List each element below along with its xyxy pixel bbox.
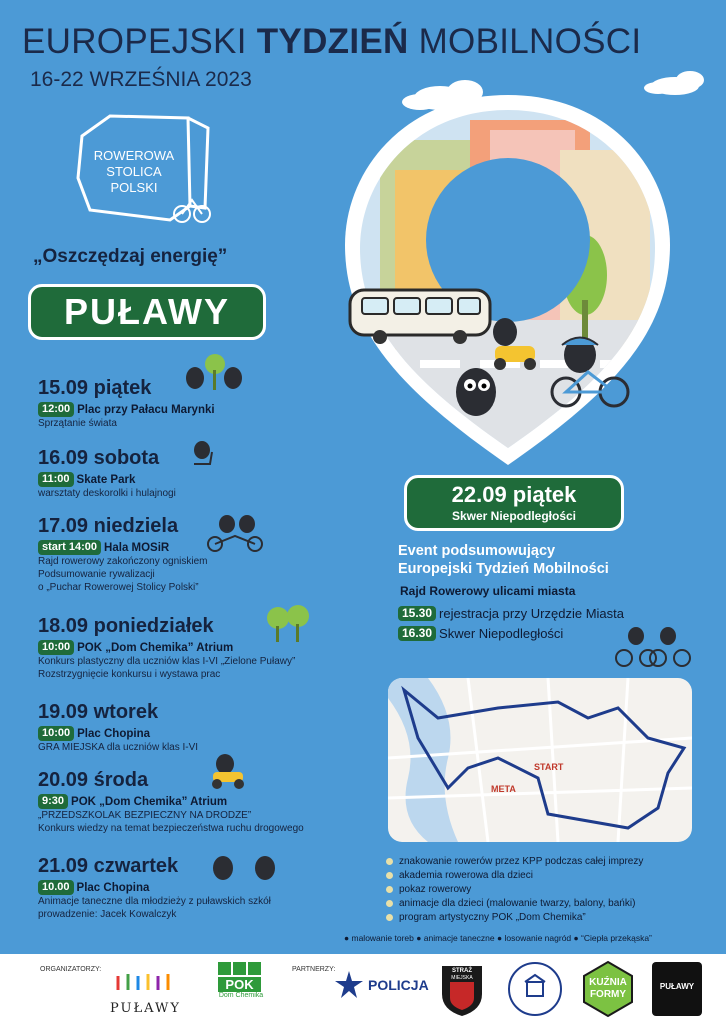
kuznia-formy-logo: KUŹNIA FORMY	[580, 960, 636, 1018]
day-time-place	[38, 472, 378, 487]
pok-logo: POK Dom Chemika	[218, 962, 264, 1018]
time-pill: start 14:00	[38, 540, 101, 555]
pulawy-city-logo: PUŁAWY	[110, 1001, 181, 1016]
day-description: Rozstrzygnięcie konkursu i wystawa prac	[38, 669, 221, 680]
day-description: Animacje taneczne dla młodzieży z puławskich szkół	[38, 896, 271, 907]
organizers-label: ORGANIZATORZY:	[40, 966, 102, 973]
day-description: o „Puchar Rowerowej Stolicy Polski”	[38, 582, 199, 593]
event-item: 15.30 rejestracja przy Urzędzie Miasta	[398, 606, 624, 621]
policja-logo: POLICJA	[334, 970, 429, 1000]
day-description: GRA MIEJSKA dla uczniów klas I-VI	[38, 742, 199, 753]
straz-miejska-logo: STRAŻ MIEJSKA	[440, 962, 484, 1016]
day-description: Konkurs plastyczny dla uczniów klas I-VI „Zielone Puławy”	[38, 656, 296, 667]
day-description: Rajd rowerowy zakończony ogniskiem	[38, 556, 208, 567]
final-event-badge	[404, 475, 624, 531]
city-badge: PUŁAWY	[28, 284, 266, 340]
final-event-date: 22.09 piątek	[451, 482, 577, 507]
day-description: warsztaty deskorolki i hulajnogi	[38, 488, 176, 499]
day-description: prowadzenie: Jacek Kowalczyk	[38, 909, 177, 920]
rowerowa-stolica-polski-logo	[70, 108, 215, 228]
schedule-day	[38, 854, 378, 921]
day-description: Sprzątanie świata	[38, 418, 117, 429]
event-summary-line1: Event podsumowujący	[398, 543, 556, 559]
day-time-place	[38, 640, 378, 655]
day-title: 15.09 piątek	[38, 377, 152, 399]
extra-activities: ● malowanie toreb ● animacje taneczne ● losowanie nagród ● “Ciepła przekąska”	[344, 933, 652, 943]
partners-label: PARTNERZY:	[292, 966, 336, 973]
route-map	[388, 678, 692, 842]
day-place: POK „Dom Chemika” Atrium	[77, 641, 234, 654]
day-title: 17.09 niedziela	[38, 515, 179, 537]
day-title: 16.09 sobota	[38, 447, 160, 469]
day-description: Podsumowanie rywalizacji	[38, 569, 155, 580]
final-event-place: Skwer Niepodległości	[451, 509, 577, 523]
day-title: 21.09 czwartek	[38, 855, 179, 877]
poster-dates: 16-22 WRZEŚNIA 2023	[30, 68, 252, 91]
schedule-day	[38, 446, 378, 500]
day-place: Hala MOSiR	[104, 541, 170, 554]
activity-item: animacje dla dzieci (malowanie twarzy, balony, bańki)	[386, 898, 635, 909]
day-title: 20.09 środa	[38, 769, 149, 791]
day-time-place	[38, 794, 378, 809]
event-summary-line2: Europejski Tydzień Mobilności	[398, 561, 609, 577]
activity-item: program artystyczny POK „Dom Chemika”	[386, 912, 586, 923]
rajd-label: Rajd Rowerowy ulicami miasta	[400, 584, 576, 598]
footer-logos	[0, 954, 726, 1024]
day-title: 19.09 wtorek	[38, 701, 159, 723]
sport-club-logo: PUŁAWY	[652, 962, 702, 1016]
schedule-day	[38, 768, 378, 835]
star-emblem-icon	[334, 970, 364, 1000]
time-pill: 10:00	[38, 726, 74, 741]
poster-title: EUROPEJSKI TYDZIEŃ MOBILNOŚCI	[22, 22, 642, 61]
time-pill: 10:00	[38, 640, 74, 655]
schedule-day	[38, 614, 378, 681]
rsp-line2: STOLICA	[106, 164, 162, 179]
rsp-line3: POLSKI	[110, 180, 158, 195]
time-pill: 11:00	[38, 472, 74, 487]
day-title: 18.09 poniedziałek	[38, 615, 214, 637]
day-place: Plac Chopina	[77, 727, 150, 740]
schedule-day	[38, 700, 378, 754]
time-pill: 9:30	[38, 794, 68, 809]
schedule-day	[38, 514, 378, 594]
museum-logo	[508, 962, 562, 1016]
day-place: POK „Dom Chemika” Atrium	[71, 795, 228, 808]
cyclists-icon	[612, 624, 692, 669]
day-time-place	[38, 880, 378, 895]
day-time-place	[38, 540, 378, 555]
event-summary	[398, 542, 698, 578]
time-pill: 10.00	[38, 880, 74, 895]
schedule-day	[38, 376, 378, 430]
slogan: „Oszczędzaj energię”	[33, 246, 228, 267]
time-pill: 12:00	[38, 402, 74, 417]
activity-item: znakowanie rowerów przez KPP podczas całej imprezy	[386, 856, 643, 867]
day-time-place	[38, 402, 378, 417]
event-item: 16.30 Skwer Niepodległości	[398, 626, 563, 641]
activity-item: akademia rowerowa dla dzieci	[386, 870, 533, 881]
day-description: „PRZEDSZKOLAK BEZPIECZNY NA DRODZE”	[38, 810, 252, 821]
location-pin-illustration	[340, 95, 680, 465]
day-time-place	[38, 726, 378, 741]
day-place: Plac Chopina	[76, 881, 150, 894]
map-meta-label: META	[491, 784, 516, 794]
day-place: Plac przy Pałacu Marynki	[77, 403, 215, 416]
activity-item: pokaz rowerowy	[386, 884, 471, 895]
day-description: Konkurs wiedzy na temat bezpieczeństwa ruchu drogowego	[38, 823, 304, 834]
day-place: Skate Park	[76, 473, 136, 486]
rsp-line1: ROWEROWA	[93, 148, 175, 163]
map-start-label: START	[534, 762, 564, 772]
